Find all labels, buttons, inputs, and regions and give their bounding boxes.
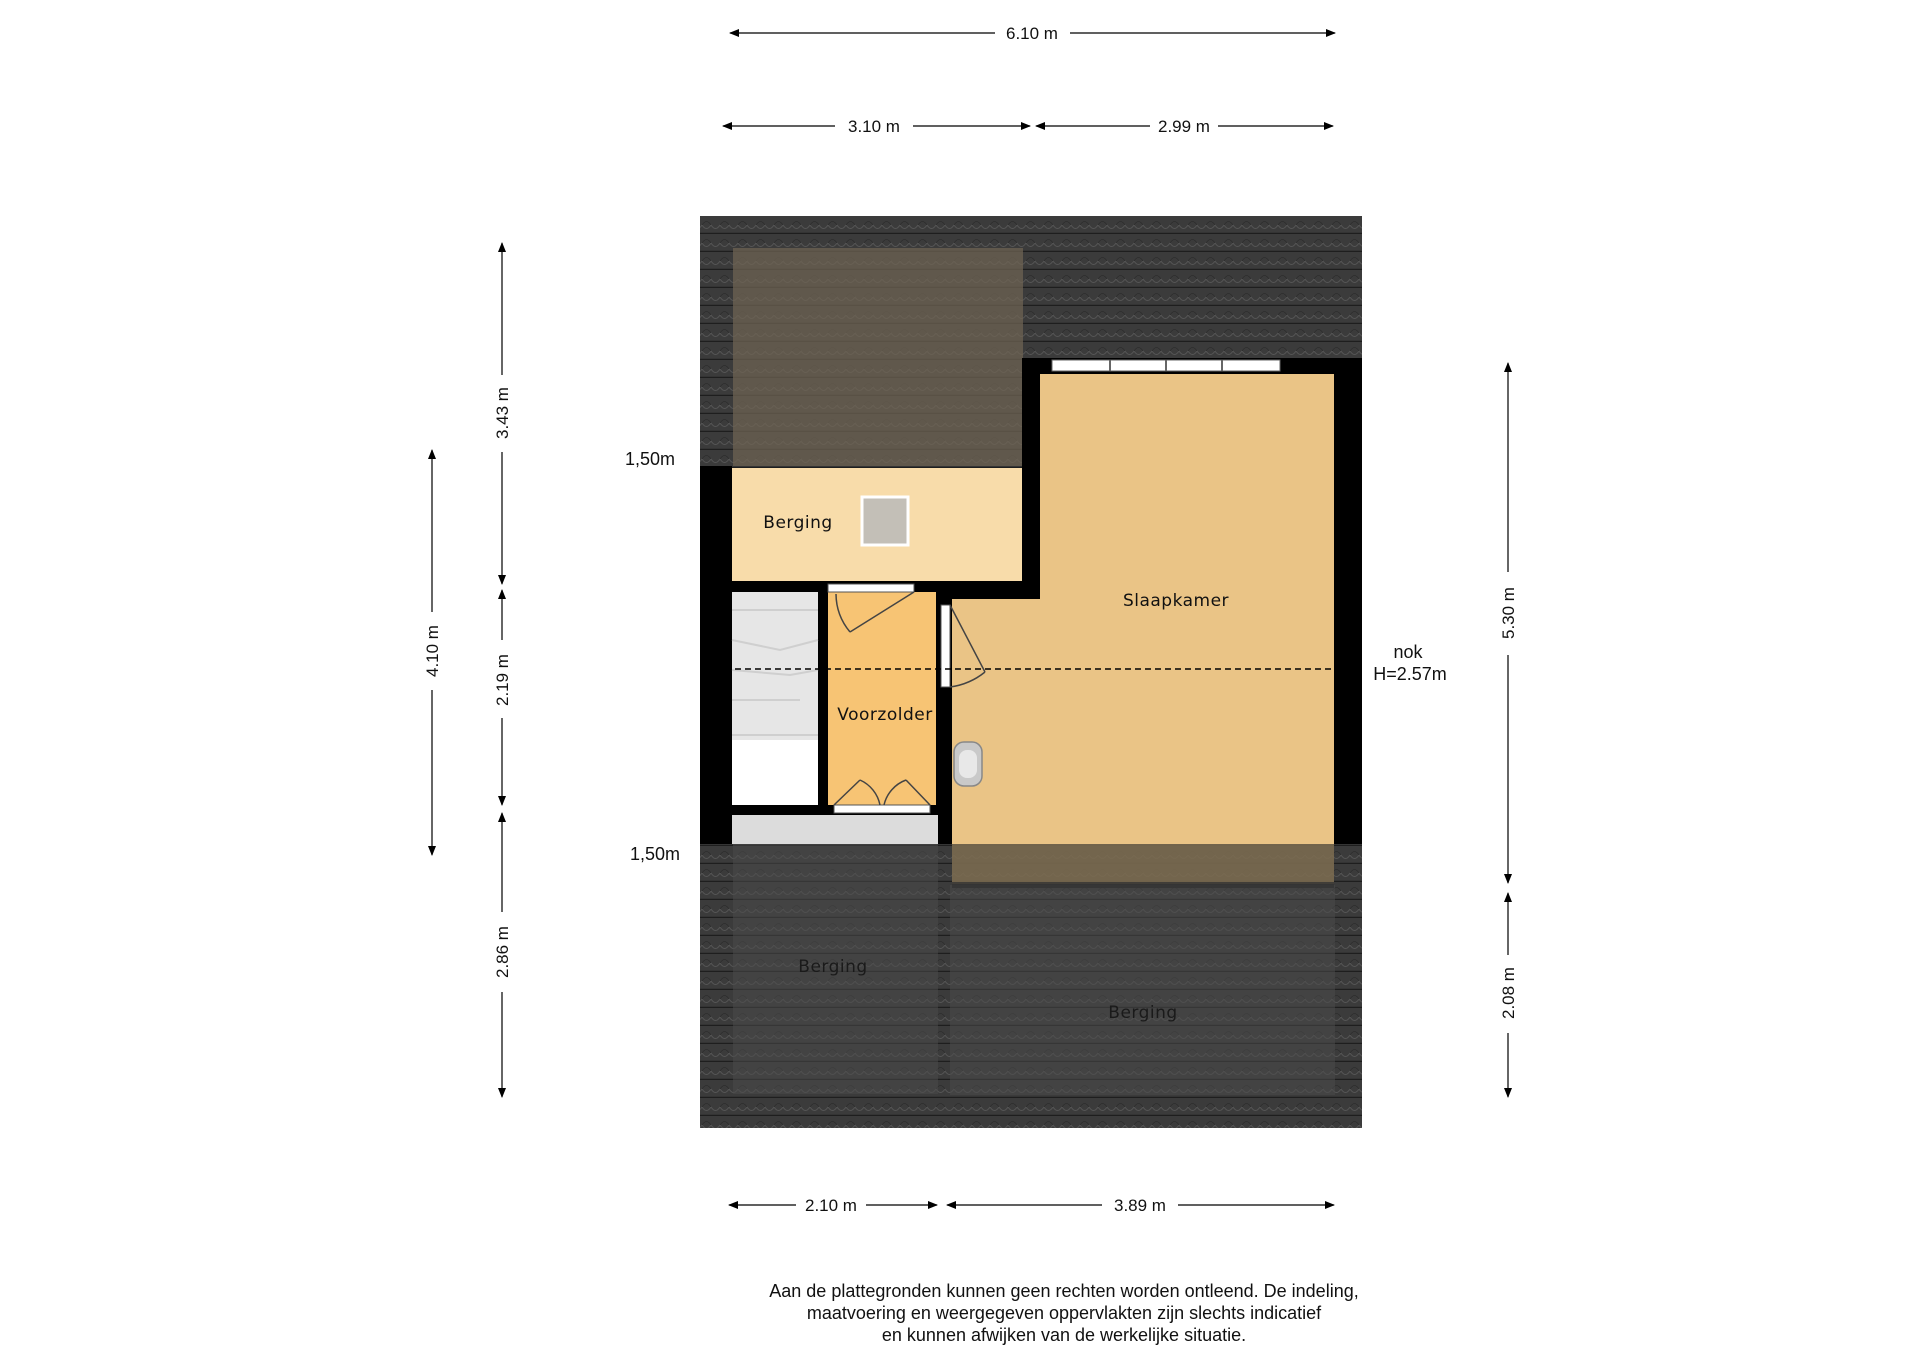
- room-label-slaapkamer: Slaapkamer: [1122, 591, 1230, 611]
- window-slaapkamer-bottom: [952, 882, 1334, 888]
- dim-top-right: [1036, 117, 1333, 136]
- dim-label-left-top: 3.43 m: [493, 387, 512, 439]
- stair-landing: [732, 740, 818, 805]
- dim-label-right-bottom: 2.08 m: [1499, 967, 1518, 1019]
- wall-left: [700, 466, 732, 844]
- ridge-label: nok: [1393, 642, 1423, 662]
- room-label-voorzolder: Voorzolder: [837, 705, 933, 725]
- ridge-height-label: H=2.57m: [1373, 664, 1447, 684]
- disclaimer-line-1: Aan de plattegronden kunnen geen rechten worden ontleend. De indeling,: [769, 1281, 1359, 1301]
- room-label-berging-top: Berging: [763, 513, 833, 533]
- hatch: [862, 497, 908, 545]
- roof-bottom-right-panel: [950, 885, 1335, 1095]
- dim-label-left-bottom: 2.86 m: [493, 926, 512, 978]
- disclaimer-line-3: en kunnen afwijken van de werkelijke situatie.: [881, 1325, 1247, 1345]
- dim-label-right-top: 5.30 m: [1499, 587, 1518, 639]
- slaapkamer-eave-strip: [952, 844, 1334, 884]
- wall-voorzolder-left: [818, 590, 828, 810]
- dim-label-bottom-left: 2.10 m: [805, 1196, 857, 1215]
- dim-top-left: [723, 117, 1030, 136]
- dim-right-bottom: [1499, 893, 1518, 1097]
- height-label-upper: 1,50m: [624, 449, 676, 469]
- room-label-berging-bottom-right: Berging: [1108, 1003, 1178, 1023]
- dim-left-bottom: [493, 813, 512, 1097]
- dim-top-total: [730, 24, 1335, 43]
- dim-label-left-outer: 4.10 m: [423, 625, 442, 677]
- dim-label-top-left: 3.10 m: [848, 117, 900, 136]
- door-slaapkamer-left: [941, 605, 950, 687]
- dim-label-top-total: 6.10 m: [1006, 24, 1058, 43]
- dim-left-middle: [493, 590, 512, 805]
- dim-left-outer: [423, 450, 442, 855]
- dim-left-top: [493, 243, 512, 584]
- roof-top-left-panel: [733, 248, 1023, 466]
- dim-right-top: [1499, 363, 1518, 883]
- door-voorzolder-bottom: [834, 805, 930, 813]
- door-voorzolder-top: [828, 584, 914, 592]
- wall-right: [1334, 358, 1362, 844]
- dim-label-bottom-right: 3.89 m: [1114, 1196, 1166, 1215]
- sink-basin: [959, 750, 977, 778]
- dim-label-top-right: 2.99 m: [1158, 117, 1210, 136]
- height-label-lower: 1,50m: [629, 844, 681, 864]
- disclaimer-line-2: maatvoering en weergegeven oppervlakten zijn slechts indicatief: [806, 1303, 1322, 1323]
- dim-bottom-left: [729, 1196, 937, 1215]
- room-label-berging-bottom-left: Berging: [798, 957, 868, 977]
- stair-lower-strip: [732, 815, 938, 844]
- wall-slaapkamer-top-left: [1022, 358, 1040, 599]
- dim-label-left-middle: 2.19 m: [493, 654, 512, 706]
- dim-bottom-right: [947, 1196, 1334, 1215]
